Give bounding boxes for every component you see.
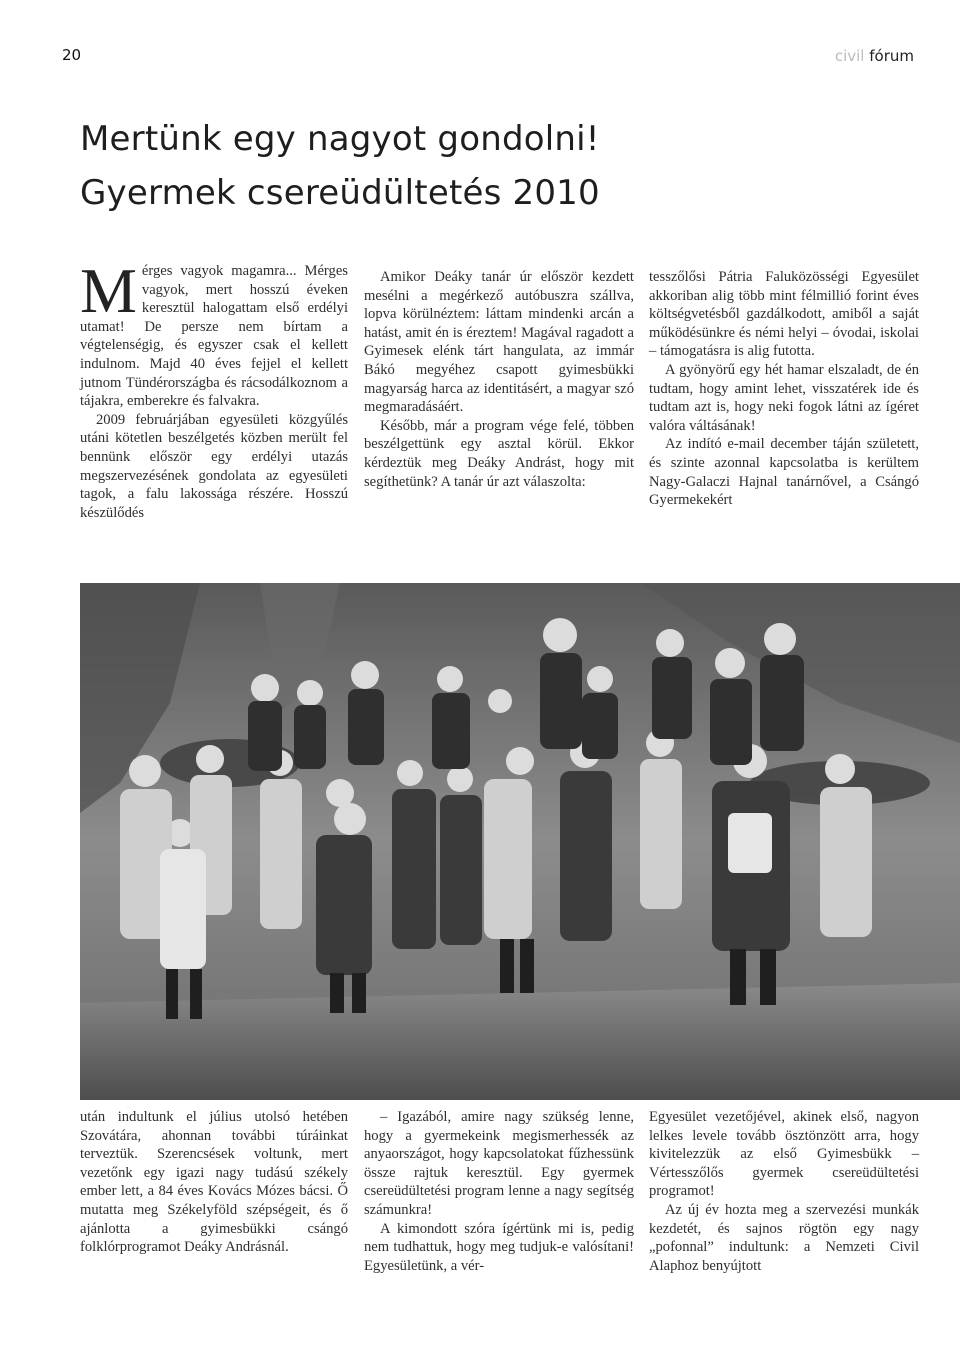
- paragraph: Egyesület vezetőjével, akinek első, nagyon lelkes levele tovább ösztönzött arra, hogy kivitelezzük az első Gyimesbükk – Vértesszőlős gyermek csereüdültetési programot!: [649, 1109, 919, 1200]
- paragraph: – Igazából, amire nagy szükség lenne, hogy a gyermekeink megismerhessék az anyaországot, hogy kapcsolatokat fűzhessünk össze rajtuk keresztül. Egy gyermek csereüdültetési program lenne a nagy segítség számunkra!: [364, 1109, 634, 1218]
- group-photo: [80, 583, 960, 1100]
- top-column-3: [649, 268, 919, 510]
- paragraph: Amikor Deáky tanár úr először kezdett mesélni a megérkező autóbuszra szállva, lopva körülnéztem: láttam mindenki arcán a hatást, amit én is éreztem! Magával ragadott a Gyimesek elénk tárt hangulata, az immár Bákó megyéhez csapott gyimesbükki magyarság harca az identitásért, a magyar szó megmaradásáért.: [364, 269, 634, 416]
- bottom-column-1: [80, 1108, 348, 1257]
- paragraph: Az új év hozta meg a szervezési munkák kezdetét, és sajnos rögtön egy nagy „pofonnal” indultunk: a Nemzeti Civil Alaphoz benyújtott: [649, 1201, 919, 1274]
- paragraph-text: érges vagyok magamra... Mérges vagyok, mert hosszú éveken keresztül halogattam első erdélyi utamat! De persze nem bírtam a végtelenségig, és egyszer csak el kellett indulnom. Majd 40 éves fejjel el kellett jutnom Tündérországba és rácsodálkoznom a tájakra, emberekre és falvakra.: [80, 263, 348, 410]
- paragraph: Később, már a program vége felé, többen beszélgettünk egy asztal körül. Ekkor kérdeztük meg Deáky Andrást, hogy mit segíthetünk? A tanár úr azt válaszolta:: [364, 417, 634, 490]
- title-line-1: Mertünk egy nagyot gondolni!: [80, 119, 600, 159]
- title-line-2: Gyermek csereüdültetés 2010: [80, 173, 600, 213]
- top-column-2: [364, 268, 634, 491]
- paragraph: 2009 februárjában egyesületi közgyűlés utáni kötetlen beszélgetés közben merült fel bennünk először egy erdélyi utazás megszervezésének gondolata az egyesületi tagok, a falu lakossága részére. Hosszú készülődés: [80, 411, 348, 521]
- top-column-1: [80, 255, 348, 522]
- group-photo-illustration: [80, 583, 960, 1100]
- page-number: 20: [62, 46, 82, 64]
- magazine-brand: [835, 47, 914, 65]
- bottom-column-2: [364, 1108, 634, 1275]
- paragraph: tesszőlősi Pátria Faluközösségi Egyesület akkoriban alig több mint félmillió forint éves költségvetésből gazdálkodott, amiből a saját működésünkre és némi helyi – óvodai, iskolai – támogatásra is alig futotta.: [649, 269, 919, 360]
- article-title: [80, 112, 600, 220]
- paragraph: A gyönyörű egy hét hamar elszaladt, de én tudtam, hogy amint lehet, visszatérek ide és tudtam azt is, hogy neki fogok látni az ígéret valóra váltásának!: [649, 361, 919, 434]
- paragraph: [80, 255, 348, 411]
- bottom-column-3: [649, 1108, 919, 1275]
- paragraph: Az indító e-mail december táján született, és szinte azonnal kapcsolatba is kerültem Nagy-Galaczi Hajnal tanárnővel, a Csángó Gyermekekért: [649, 436, 919, 509]
- brand-forum: fórum: [869, 47, 914, 65]
- paragraph: A kimondott szóra ígértünk mi is, pedig nem tudhattuk, hogy meg tudjuk-e valósítani! Egyesületünk, a vér-: [364, 1220, 634, 1274]
- paragraph: után indultunk el július utolsó hetében Szovátára, ahonnan további túráinkat terveztük. Szerencsések voltunk, mert vezetőnk egy igazi nagy tudású székely ember lett, a 84 éves Kovács Mózes bácsi. Ő mutatta meg Székelyföld szépségeit, és ő ajánlotta a gyimesbükki csángó folklórprogramot Deáky Andrásnál.: [80, 1109, 348, 1256]
- drop-cap: M: [80, 255, 137, 326]
- brand-civil: civil: [834, 47, 865, 65]
